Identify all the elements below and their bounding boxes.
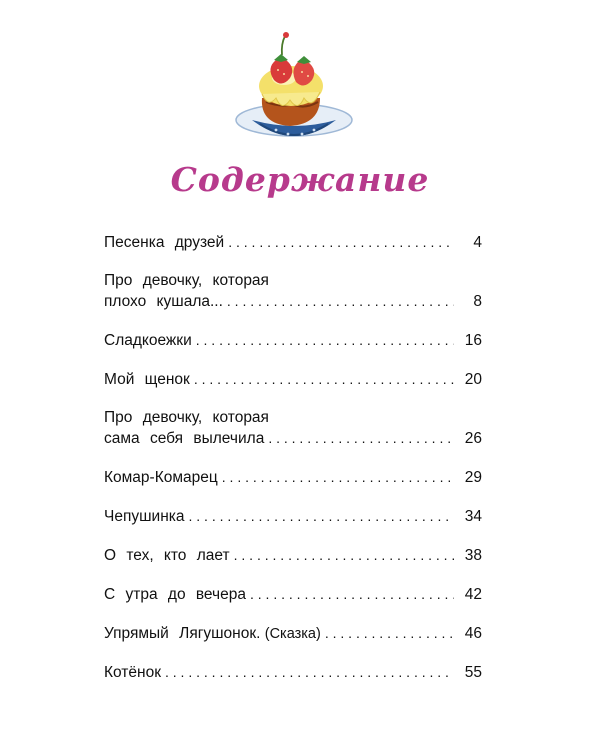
- strawberry-dessert-icon: [232, 28, 362, 146]
- leader-dots: [196, 330, 454, 350]
- toc-page-number: 34: [464, 508, 482, 525]
- toc-entry[interactable]: [104, 369, 482, 390]
- toc-page-number: 42: [464, 586, 482, 603]
- leader-dots: [165, 662, 454, 682]
- page-title: Содержание: [170, 160, 430, 199]
- toc-page-number: 26: [464, 430, 482, 447]
- toc-entry[interactable]: [104, 545, 482, 566]
- leader-dots: [325, 623, 454, 643]
- leader-dots: [250, 584, 454, 604]
- toc-entry[interactable]: [104, 467, 482, 488]
- toc-entry-title: Про девочку, которая: [104, 272, 269, 289]
- toc-page-number: 29: [464, 469, 482, 486]
- leader-dots: [194, 369, 454, 389]
- toc-entry-title: Мой щенок: [104, 371, 190, 388]
- toc-entry-subtitle: (Сказка): [264, 626, 321, 642]
- toc-page-number: 38: [464, 547, 482, 564]
- table-of-contents: [104, 232, 482, 701]
- toc-entry-title-continued: плохо кушала...: [104, 293, 223, 310]
- toc-entry-title-continued: сама себя вылечила: [104, 430, 265, 447]
- toc-entry[interactable]: [104, 623, 482, 644]
- toc-entry[interactable]: [104, 408, 482, 449]
- toc-entry[interactable]: [104, 330, 482, 351]
- toc-entry-title: Чепушинка: [104, 508, 185, 525]
- toc-entry-title: Упрямый Лягушонок.: [104, 625, 261, 642]
- toc-entry[interactable]: [104, 271, 482, 312]
- toc-page-number: 20: [464, 371, 482, 388]
- toc-entry-title: Комар-Комарец: [104, 469, 218, 486]
- toc-entry-title: Про девочку, которая: [104, 409, 269, 426]
- toc-page-number: 4: [473, 234, 482, 251]
- toc-entry-title: Сладкоежки: [104, 332, 192, 349]
- toc-entry-title: О тех, кто лает: [104, 547, 230, 564]
- toc-entry[interactable]: [104, 232, 482, 253]
- toc-page-number: 46: [464, 625, 482, 642]
- leader-dots: [227, 291, 454, 311]
- leader-dots: [189, 506, 455, 526]
- leader-dots: [268, 428, 454, 448]
- toc-entry-title: Песенка друзей: [104, 234, 225, 251]
- toc-entry[interactable]: [104, 662, 482, 683]
- toc-page-number: 55: [464, 664, 482, 681]
- toc-page-number: 8: [473, 293, 482, 310]
- toc-page-number: 16: [464, 332, 482, 349]
- leader-dots: [222, 467, 454, 487]
- toc-entry-title: Котёнок: [104, 664, 161, 681]
- toc-entry[interactable]: [104, 584, 482, 605]
- leader-dots: [234, 545, 454, 565]
- leader-dots: [228, 232, 454, 252]
- toc-entry[interactable]: [104, 506, 482, 527]
- toc-entry-title: С утра до вечера: [104, 586, 246, 603]
